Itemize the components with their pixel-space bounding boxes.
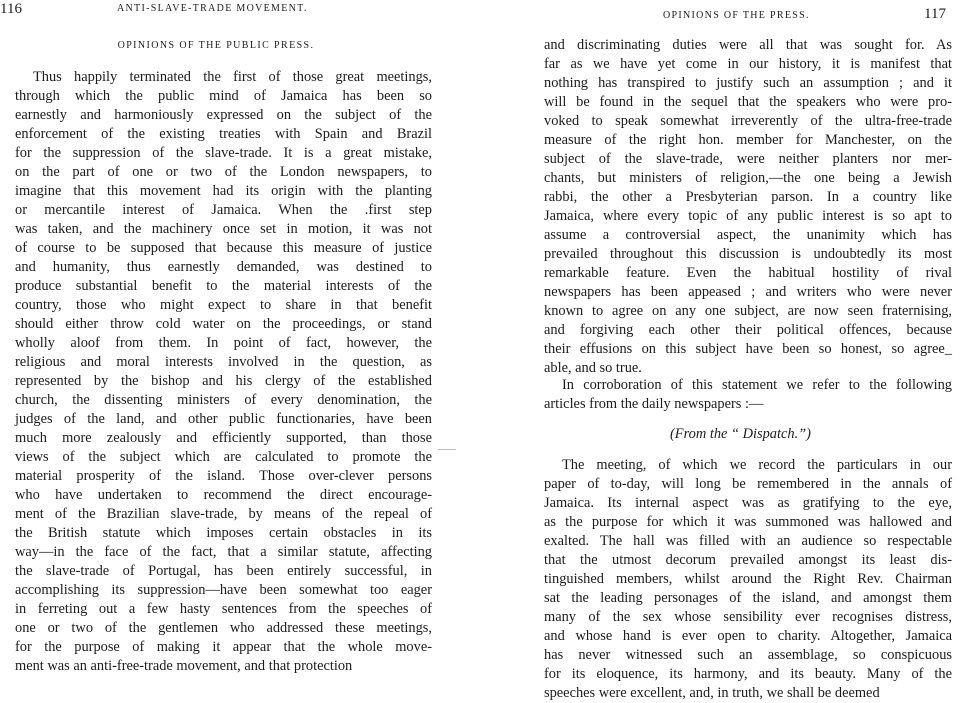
- text-line: and humanity, thus earnestly demanded, was destined to: [15, 259, 432, 275]
- margin-rule: [438, 449, 456, 450]
- text-line: nothing has transpired to justify such an assumption ; and it: [544, 75, 952, 91]
- text-line: in ferreting out a few hasty sentences from the speeches of: [15, 601, 432, 617]
- text-line: Jamaica. Its internal aspect was as gratifying to the eye,: [544, 495, 952, 511]
- text-line: ment was an anti-free-trade movement, and that protection: [15, 658, 353, 674]
- text-line: their effusions on this subject have been so honest, so agree_: [544, 341, 952, 357]
- text-line: sat the leading personages of the island, and amongst them: [544, 590, 952, 606]
- text-line: through which the public mind of Jamaica has been so: [15, 88, 432, 104]
- right-paragraph-3: [544, 456, 952, 703]
- text-line: ment of the Brazilian slave-trade, by means of the repeal of: [15, 506, 432, 522]
- text-line: the slave-trade of Portugal, has been entirely successful, in: [15, 563, 432, 579]
- text-line: rabbi, the other a Presbyterian parson. In a country like: [544, 189, 952, 205]
- text-line: on the part of one or two of the London newspapers, to: [15, 164, 432, 180]
- text-line: enforcement of the existing treaties with Spain and Brazil: [15, 126, 432, 142]
- text-line: many of the sex whose sensibility ever recognises distress,: [544, 609, 952, 625]
- text-line: material prosperity of the island. Those over-clever persons: [15, 468, 432, 484]
- text-line: Jamaica, where every topic of any public interest is so apt to: [544, 208, 952, 224]
- dispatch-attribution: (From the “ Dispatch.”): [670, 426, 811, 442]
- text-line: the British statute which imposes certain obstacles in its: [15, 525, 432, 541]
- text-line: who have undertaken to recommend the direct encourage-: [15, 487, 432, 503]
- text-line: was taken, and the machinery once set in motion, it was not: [15, 221, 432, 237]
- text-line: accomplishing its suppression—have been somewhat too eager: [15, 582, 432, 598]
- text-line: and whose hand is ever open to charity. Altogether, Jamaica: [544, 628, 952, 644]
- text-line: religious and moral interests involved in the question, as: [15, 354, 432, 370]
- text-line: one or two of the gentlemen who addressed these meetings,: [15, 620, 432, 636]
- section-title: OPINIONS OF THE PUBLIC PRESS.: [117, 40, 315, 51]
- right-running-head: OPINIONS OF THE PRESS.: [663, 10, 810, 21]
- text-line: The meeting, of which we record the particulars in our: [562, 457, 952, 473]
- text-line: that the utmost decorum prevailed amongst its least dis-: [544, 552, 952, 568]
- text-line: earnestly and harmoniously expressed on the subject of the: [15, 107, 432, 123]
- text-line: paper of to-day, will long be remembered in the annals of: [544, 476, 952, 492]
- right-page-number: 117: [924, 6, 946, 22]
- text-line: able, and so true.: [544, 360, 642, 376]
- text-line: imagine that this movement had its origin with the planting: [15, 183, 432, 199]
- text-line: represented by the bishop and his clergy of the established: [15, 373, 432, 389]
- right-paragraph-1: [544, 36, 952, 378]
- left-page-number: 116: [0, 1, 22, 17]
- text-line: and forgiving each other their political offences, because: [544, 322, 952, 338]
- text-line: speeches were excellent, and, in truth, we shall be deemed: [544, 685, 880, 701]
- text-line: as the purpose for which it was summoned was hallowed and: [544, 514, 952, 530]
- right-paragraph-2: [544, 376, 952, 414]
- text-line: church, the dissenting ministers of every denomination, the: [15, 392, 432, 408]
- text-line: much more zealously and efficiently supported, than those: [15, 430, 432, 446]
- text-line: exalted. The hall was filled with an audience so respectable: [544, 533, 952, 549]
- text-line: of course to be supposed that because this measure of justice: [15, 240, 432, 256]
- text-line: far as we have yet come in our history, it is manifest that: [544, 56, 952, 72]
- text-line: newspapers has been appeased ; and writers who were never: [544, 284, 952, 300]
- text-line: for the suppression of the slave-trade. It is a great mistake,: [15, 145, 432, 161]
- text-line: should either throw cold water on the proceedings, or stand: [15, 316, 432, 332]
- right-page: [488, 0, 980, 702]
- text-line: or mercantile interest of Jamaica. When the .first step: [15, 202, 432, 218]
- text-line: views of the subject which are calculated to promote the: [15, 449, 432, 465]
- text-line: voked to speak somewhat irreverently of the ultra-free-trade: [544, 113, 952, 129]
- text-line: for its eloquence, its harmony, and its beauty. Many of the: [544, 666, 952, 682]
- text-line: has never witnessed such an assemblage, so conspicuous: [544, 647, 952, 663]
- text-line: tinguished members, whilst around the Right Rev. Chairman: [544, 571, 952, 587]
- text-line: known to agree on any one subject, are now seen fraternising,: [544, 303, 952, 319]
- text-line: will be found in the sequel that the speakers who were pro-: [544, 94, 952, 110]
- text-line: judges of the land, and other public functionaries, have been: [15, 411, 432, 427]
- text-line: wholly aloof from them. In point of fact, however, the: [15, 335, 432, 351]
- text-line: Thus happily terminated the first of those great meetings,: [33, 69, 432, 85]
- text-line: for the purpose of making it appear that the whole move-: [15, 639, 432, 655]
- text-line: way—in the face of the fact, that a similar statute, affecting: [15, 544, 432, 560]
- text-line: chants, but ministers of religion,—the one being a Jewish: [544, 170, 952, 186]
- text-line: country, those who might expect to share in that benefit: [15, 297, 432, 313]
- text-line: remarkable feature. Even the habitual hostility of rival: [544, 265, 952, 281]
- text-line: assume a controversial aspect, the unanimity which has: [544, 227, 952, 243]
- left-page: [0, 0, 452, 702]
- text-line: In corroboration of this statement we refer to the following: [562, 377, 952, 393]
- text-line: articles from the daily newspapers :—: [544, 396, 764, 412]
- left-body-text: [15, 68, 432, 676]
- text-line: and discriminating duties were all that was sought for. As: [544, 37, 952, 53]
- text-line: measure of the right hon. member for Manchester, on the: [544, 132, 952, 148]
- text-line: prevailed throughout this discussion is undoubtedly its most: [544, 246, 952, 262]
- text-line: produce substantial benefit to the material interests of the: [15, 278, 432, 294]
- left-running-head: ANTI-SLAVE-TRADE MOVEMENT.: [117, 3, 308, 14]
- text-line: subject of the slave-trade, were neither planters nor mer-: [544, 151, 952, 167]
